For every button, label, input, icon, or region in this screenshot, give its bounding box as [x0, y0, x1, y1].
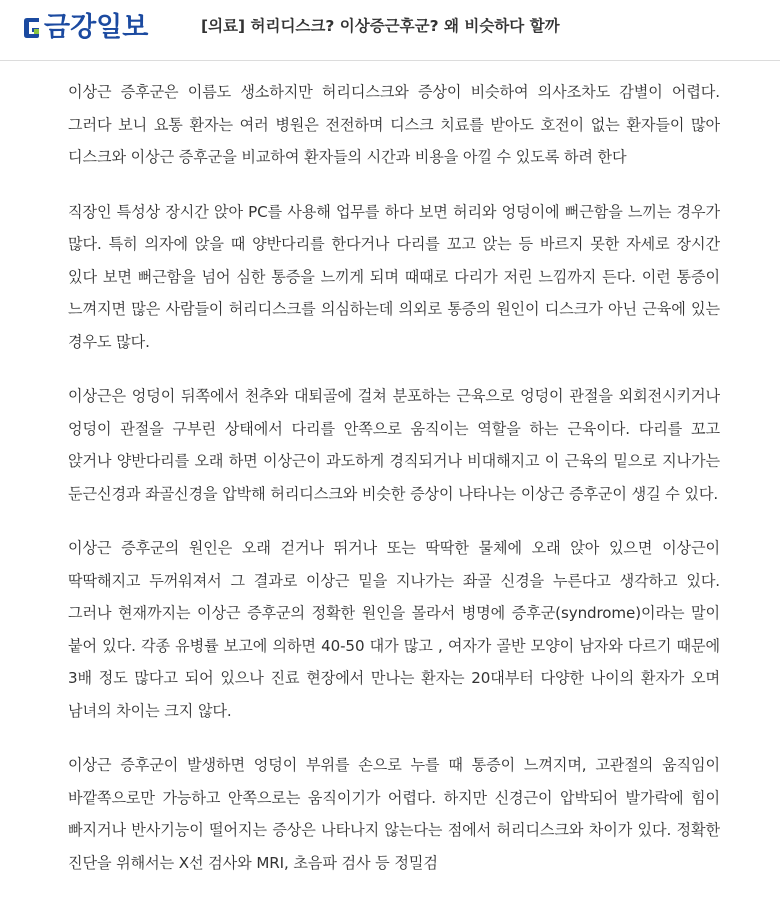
- logo-text: 금강일보: [44, 12, 149, 43]
- article-paragraph: 이상근 증후군은 이름도 생소하지만 허리디스크와 증상이 비슷하여 의사조차도 감별이 어렵다. 그러다 보니 요통 환자는 여러 병원은 전전하며 디스크 치료를 받아도 호전이 없는 환자들이 많아 디스크와 이상근 증후군을 비교하여 환자들의 시간과 비용을 아낄 수 있도록 하려 한다: [68, 83, 720, 166]
- site-header: [0, 0, 780, 61]
- article-paragraph: 이상근 증후군이 발생하면 엉덩이 부위를 손으로 누를 때 통증이 느껴지며, 고관절의 움직임이 바깥쪽으로만 가능하고 안쪽으로는 움직이기가 어렵다. 하지만 신경근이 압박되어 발가락에 힘이 빠지거나 반사기능이 떨어지는 증상은 나타나지 않는다는 점에서 허리디스크와 차이가 있다. 정확한 진단을 위해서는 X선 검사와 MRI, 초음파 검사 등 정밀검: [68, 756, 720, 872]
- site-logo[interactable]: [22, 11, 148, 45]
- article-paragraph: 이상근은 엉덩이 뒤쪽에서 천추와 대퇴골에 걸쳐 분포하는 근육으로 엉덩이 관절을 외회전시키거나 엉덩이 관절을 구부린 상태에서 다리를 안쪽으로 움직이는 역할을 하는 근육이다. 다리를 꼬고 앉거나 양반다리를 오래 하면 이상근이 과도하게 경직되거나 비대해지고 이 근육의 밑으로 지나가는 둔근신경과 좌골신경을 압박해 허리디스크와 비슷한 증상이 나타나는 이상근 증후군이 생길 수 있다.: [68, 387, 720, 503]
- article-paragraph: 직장인 특성상 장시간 앉아 PC를 사용해 업무를 하다 보면 허리와 엉덩이에 뻐근함을 느끼는 경우가 많다. 특히 의자에 앉을 때 양반다리를 한다거나 다리를 꼬고 앉는 등 바르지 못한 자세로 장시간 있다 보면 뻐근함을 넘어 심한 통증을 느끼게 되며 때때로 다리가 저린 느낌까지 든다. 이런 통증이 느껴지면 많은 사람들이 허리디스크를 의심하는데 의외로 통증의 원인이 디스크가 아닌 근육에 있는 경우도 많다.: [68, 202, 720, 351]
- article-headline: [의료] 허리디스크? 이상증근후군? 왜 비슷하다 할까: [201, 17, 560, 35]
- logo-g-icon: [22, 15, 41, 41]
- article-paragraph: 이상근 증후군의 원인은 오래 걷거나 뛰거나 또는 딱딱한 물체에 오래 앉아 있으면 이상근이 딱딱해지고 두꺼워져서 그 결과로 이상근 밑을 지나가는 좌골 신경을 누른다고 생각하고 있다. 그러나 현재까지는 이상근 증후군의 정확한 원인을 몰라서 병명에 증후군(syndrome)이라는 말이 붙어 있다. 각종 유병률 보고에 의하면 40-50 대가 많고 , 여자가 골반 모양이 남자와 다르기 때문에 3배 정도 많다고 되어 있으나 진료 현장에서 만나는 환자는 20대부터 다양한 나이의 환자가 오며 남녀의 차이는 크지 않다.: [68, 539, 720, 720]
- article-body: [68, 76, 720, 901]
